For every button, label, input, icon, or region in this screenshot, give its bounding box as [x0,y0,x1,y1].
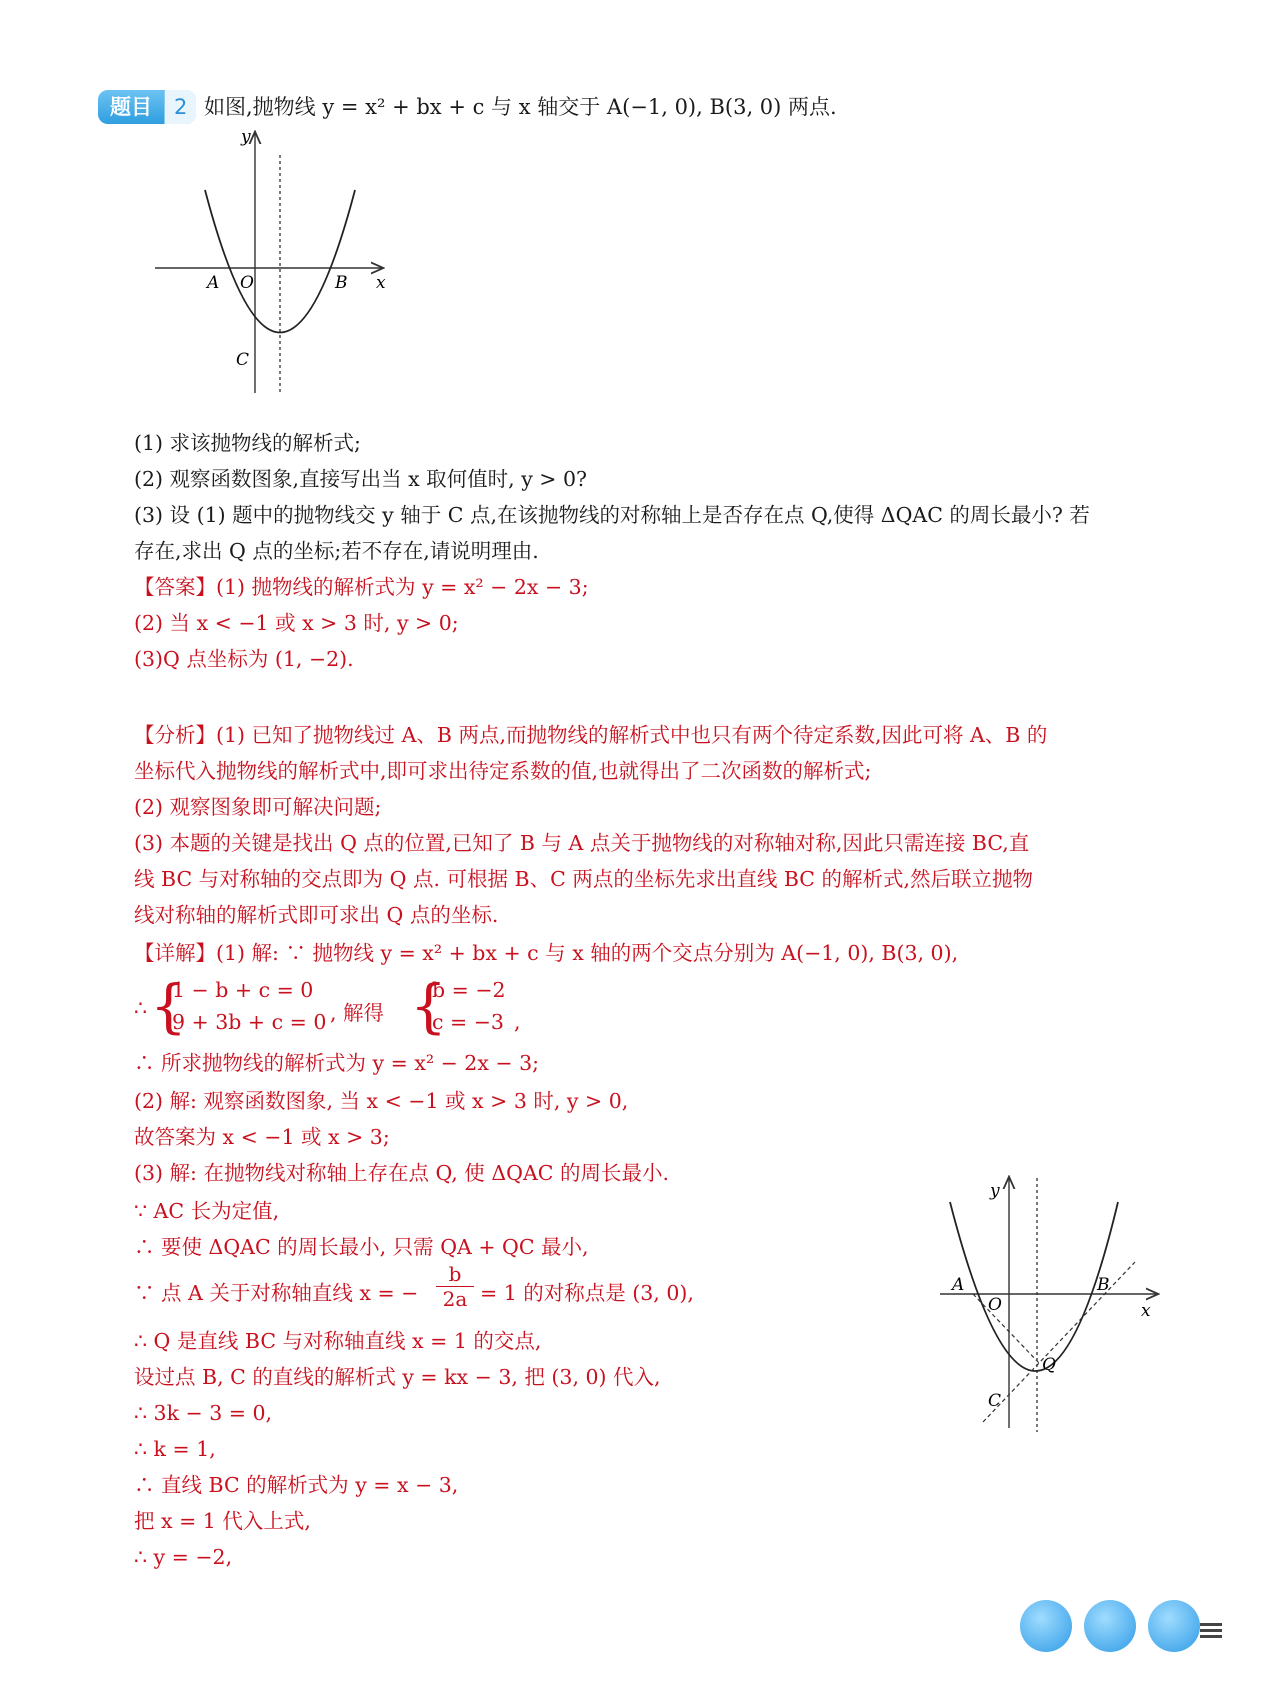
solve-word: , 解得 [330,1001,385,1025]
analysis-line-2: 坐标代入抛物线的解析式中,即可求出待定系数的值,也就得出了二次函数的解析式; [134,759,872,783]
fraction-b-over-2a [436,1262,474,1311]
line-BC [983,1262,1135,1422]
axis-line-before: ∵ 点 A 关于对称轴直线 x = − [134,1281,419,1305]
label-B: B [335,273,348,293]
answer-line-2: (2) 当 x < −1 或 x > 3 时, y > 0; [134,611,459,635]
detail-line-14: ∴ 直线 BC 的解析式为 y = x − 3, [134,1473,459,1497]
question-2: (2) 观察函数图象,直接写出当 x 取何值时, y > 0? [134,467,588,491]
analysis-line-4: (3) 本题的关键是找出 Q 点的位置,已知了 B 与 A 点关于抛物线的对称轴对称,因此只需连接 BC,直 [134,831,1030,855]
equation-system [134,972,534,1042]
parabola-graph-2 [935,1170,1165,1440]
fraction-denominator: 2a [442,1287,468,1311]
system-end: , [514,1010,521,1034]
label-C-2: C [988,1391,1002,1411]
label-Q-2: Q [1042,1355,1056,1375]
label-y-2: y [990,1181,1000,1201]
label-O: O [240,273,254,293]
detail-line-8: ∴ 要使 ΔQAC 的周长最小, 只需 QA + QC 最小, [134,1235,589,1259]
answer-line-1: 【答案】(1) 抛物线的解析式为 y = x² − 2x − 3; [134,575,589,599]
decoration-bubble [1084,1600,1136,1652]
page-corner-decoration [1020,1600,1200,1652]
analysis-line-1: 【分析】(1) 已知了抛物线过 A、B 两点,而抛物线的解析式中也只有两个待定系数,因此可将 A、B 的 [134,723,1048,747]
decoration-bubble [1148,1600,1200,1652]
detail-line-5: 故答案为 x < −1 或 x > 3; [134,1125,390,1149]
analysis-line-6: 线对称轴的解析式即可求出 Q 点的坐标. [134,903,499,927]
detail-line-13: ∴ k = 1, [134,1437,216,1461]
label-C: C [236,350,250,370]
left-brace: { [150,972,187,1040]
solution-c: c = −3 [432,1010,504,1034]
detail-line-3: ∴ 所求抛物线的解析式为 y = x² − 2x − 3; [134,1051,540,1075]
question-text: 如图,抛物线 y = x² + bx + c 与 x 轴交于 A(−1, 0), B(3, 0) 两点. [204,95,837,119]
question-1: (1) 求该抛物线的解析式; [134,431,361,455]
detail-line-7: ∵ AC 长为定值, [134,1199,280,1223]
system-eq-2: 9 + 3b + c = 0 [172,1010,327,1034]
answer-line-3: (3)Q 点坐标为 (1, −2). [134,647,354,671]
badge-number: 2 [164,90,196,124]
label-x: x [376,273,386,293]
detail-line-1: 【详解】(1) 解: ∵ 抛物线 y = x² + bx + c 与 x 轴的两个交点分别为 A(−1, 0), B(3, 0), [134,941,959,965]
badge-label: 题目 [98,90,164,124]
label-O-2: O [988,1295,1002,1315]
label-x-2: x [1141,1301,1151,1321]
question-3-line-1: (3) 设 (1) 题中的抛物线交 y 轴于 C 点,在该抛物线的对称轴上是否存在点 Q,使得 ΔQAC 的周长最小? 若 [134,503,1090,527]
label-A: A [207,273,220,293]
fraction-numerator: b [436,1262,474,1287]
question-badge [98,90,196,124]
parabola-curve-2 [950,1202,1118,1371]
parabola-graph-1 [150,125,390,395]
decoration-bubble [1020,1600,1072,1652]
label-B-2: B [1097,1275,1110,1295]
detail-line-15: 把 x = 1 代入上式, [134,1509,311,1533]
menu-lines-icon [1200,1620,1222,1641]
label-A-2: A [952,1275,965,1295]
therefore-symbol: ∴ [134,996,148,1020]
line-AQ [973,1294,1040,1364]
detail-line-11: 设过点 B, C 的直线的解析式 y = kx − 3, 把 (3, 0) 代入, [134,1365,661,1389]
detail-line-6: (3) 解: 在抛物线对称轴上存在点 Q, 使 ΔQAC 的周长最小. [134,1161,669,1185]
right-brace: { [410,972,447,1040]
question-3-line-2: 存在,求出 Q 点的坐标;若不存在,请说明理由. [134,539,539,563]
detail-line-10: ∴ Q 是直线 BC 与对称轴直线 x = 1 的交点, [134,1329,542,1353]
detail-line-4: (2) 解: 观察函数图象, 当 x < −1 或 x > 3 时, y > 0, [134,1089,629,1113]
detail-line-16: ∴ y = −2, [134,1545,233,1569]
system-eq-1: 1 − b + c = 0 [172,978,314,1002]
analysis-line-3: (2) 观察图象即可解决问题; [134,795,382,819]
label-y: y [241,127,251,147]
detail-line-12: ∴ 3k − 3 = 0, [134,1401,273,1425]
analysis-line-5: 线 BC 与对称轴的交点即为 Q 点. 可根据 B、C 两点的坐标先求出直线 BC 的解析式,然后联立抛物 [134,867,1033,891]
solution-b: b = −2 [432,978,506,1002]
axis-line-after: = 1 的对称点是 (3, 0), [480,1281,694,1305]
